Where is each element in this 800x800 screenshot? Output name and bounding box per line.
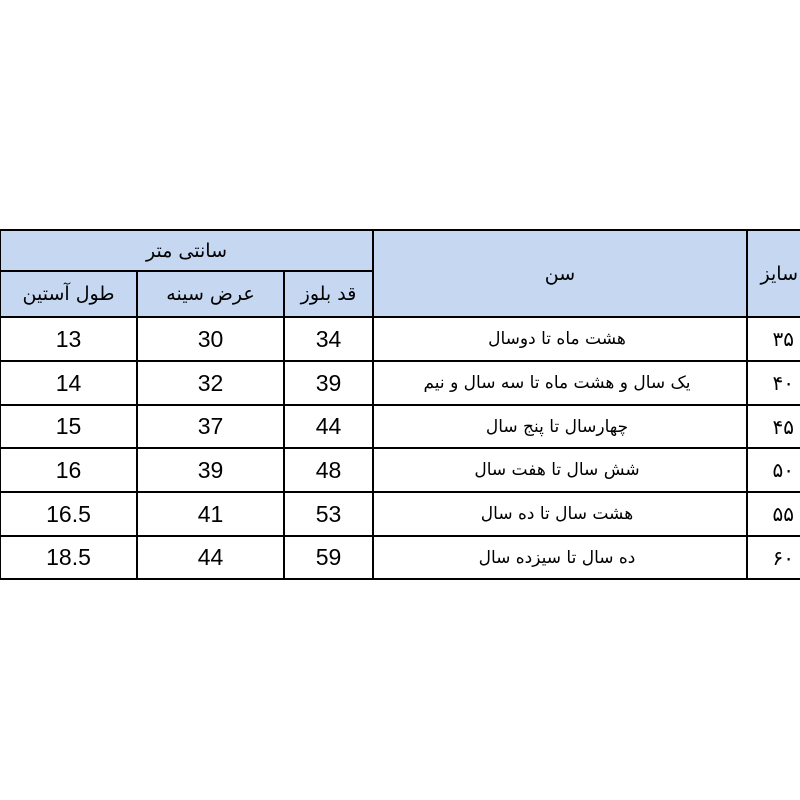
cell-age: هشت سال تا ده سال [373,492,747,536]
cell-size: ۶۰ [747,536,800,579]
header-size: سایز [747,230,800,317]
cell-age: هشت ماه تا دوسال [373,317,747,361]
cell-size: ۴۵ [747,405,800,448]
cell-sleeve: 18.5 [0,536,137,579]
size-table [0,229,800,580]
cell-chest: 37 [137,405,284,448]
cell-chest: 39 [137,448,284,492]
header-chest-width: عرض سینه [137,271,284,317]
cell-length: 48 [284,448,373,492]
cell-chest: 32 [137,361,284,405]
size-chart [0,229,800,580]
header-centimeter: سانتی متر [0,230,373,271]
header-age: سن [373,230,747,317]
cell-sleeve: 13 [0,317,137,361]
cell-size: ۴۰ [747,361,800,405]
header-sleeve-length: طول آستین [0,271,137,317]
cell-sleeve: 16.5 [0,492,137,536]
cell-length: 44 [284,405,373,448]
cell-age: یک سال و هشت ماه تا سه سال و نیم [373,361,747,405]
cell-size: ۳۵ [747,317,800,361]
cell-sleeve: 14 [0,361,137,405]
cell-sleeve: 16 [0,448,137,492]
cell-length: 53 [284,492,373,536]
cell-age: ده سال تا سیزده سال [373,536,747,579]
cell-age: چهارسال تا پنج سال [373,405,747,448]
cell-size: ۵۵ [747,492,800,536]
cell-sleeve: 15 [0,405,137,448]
cell-chest: 30 [137,317,284,361]
cell-chest: 41 [137,492,284,536]
cell-length: 34 [284,317,373,361]
cell-age: شش سال تا هفت سال [373,448,747,492]
cell-length: 39 [284,361,373,405]
cell-size: ۵۰ [747,448,800,492]
cell-length: 59 [284,536,373,579]
header-blouse-length: قد بلوز [284,271,373,317]
cell-chest: 44 [137,536,284,579]
